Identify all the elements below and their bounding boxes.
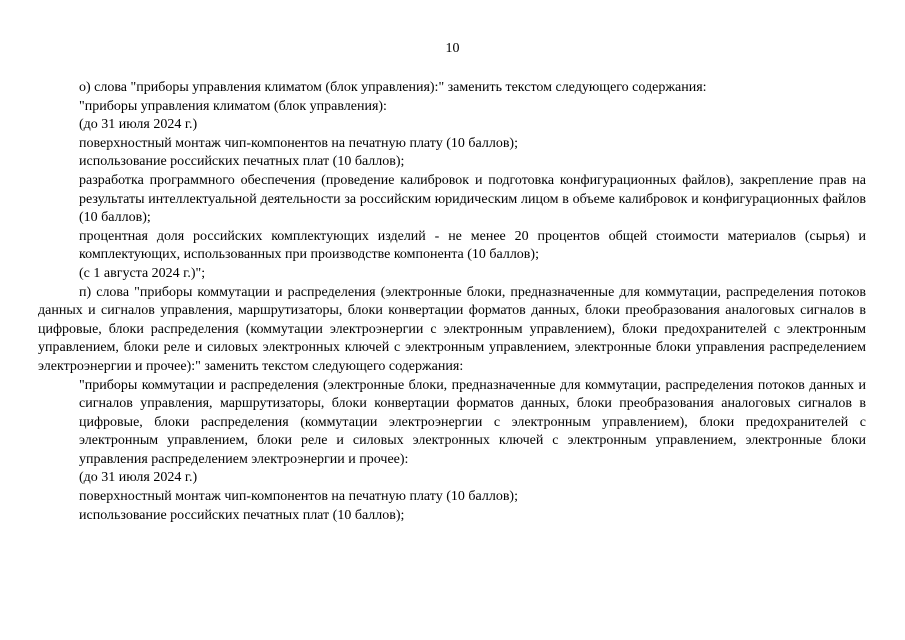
page-number: 10	[445, 41, 460, 56]
date-condition: (с 1 августа 2024 г.)";	[79, 265, 206, 281]
paragraph-item-o: о) слова "приборы управления климатом (блок управления):" заменить текстом следующего содержания:	[79, 80, 707, 95]
quoted-heading-climate: "приборы управления климатом (блок управления):	[79, 98, 387, 114]
date-condition: (до 31 июля 2024 г.)	[79, 470, 198, 486]
quoted-heading-switching: "приборы коммутации и распределения (электронные блоки, предназначенные для коммутации, распределения потоков данных и сигналов управления, маршрутизаторы, блоки конвертации форматов данных, блоки преобразования аналоговых сигналов в цифровые, блоки распределения (коммутации электроэнергии с электронным управлением), блоки предохранителей с электронным управлением, блоки реле и силовых электронных ключей с электронным управлением, электронные блоки управления распределением электроэнергии и прочее):	[79, 377, 866, 467]
requirement-line: использование российских печатных плат (10 баллов);	[79, 507, 405, 523]
requirement-line: разработка программного обеспечения (проведение калибровок и подготовка конфигурационных файлов), закрепление прав на результаты интеллектуальной деятельности за российским юридическим лицом в объеме калибровок и конфигурационных файлов (10 баллов);	[79, 172, 866, 226]
requirement-line: процентная доля российских комплектующих изделий - не менее 20 процентов общей стоимости материалов (сырья) и комплектующих, использованных при производстве компонента (10 баллов);	[79, 228, 866, 263]
requirement-line: поверхностный монтаж чип-компонентов на печатную плату (10 баллов);	[79, 135, 518, 151]
document-body	[38, 79, 866, 525]
paragraph-item-p: п) слова "приборы коммутации и распределения (электронные блоки, предназначенные для коммутации, распределения потоков данных и сигналов управления, маршрутизаторы, блоки конвертации форматов данных, блоки преобразования аналоговых сигналов в цифровые, блоки распределения (коммутации электроэнергии с электронным управлением), блоки предохранителей с электронным управлением, блоки реле и силовых электронных ключей с электронным управлением, электронные блоки управления распределением электроэнергии и прочее):" заменить текстом следующего содержания:	[38, 284, 866, 374]
requirement-line: поверхностный монтаж чип-компонентов на печатную плату (10 баллов);	[79, 489, 518, 505]
requirement-line: использование российских печатных плат (10 баллов);	[79, 154, 405, 170]
date-condition: (до 31 июля 2024 г.)	[79, 117, 198, 133]
